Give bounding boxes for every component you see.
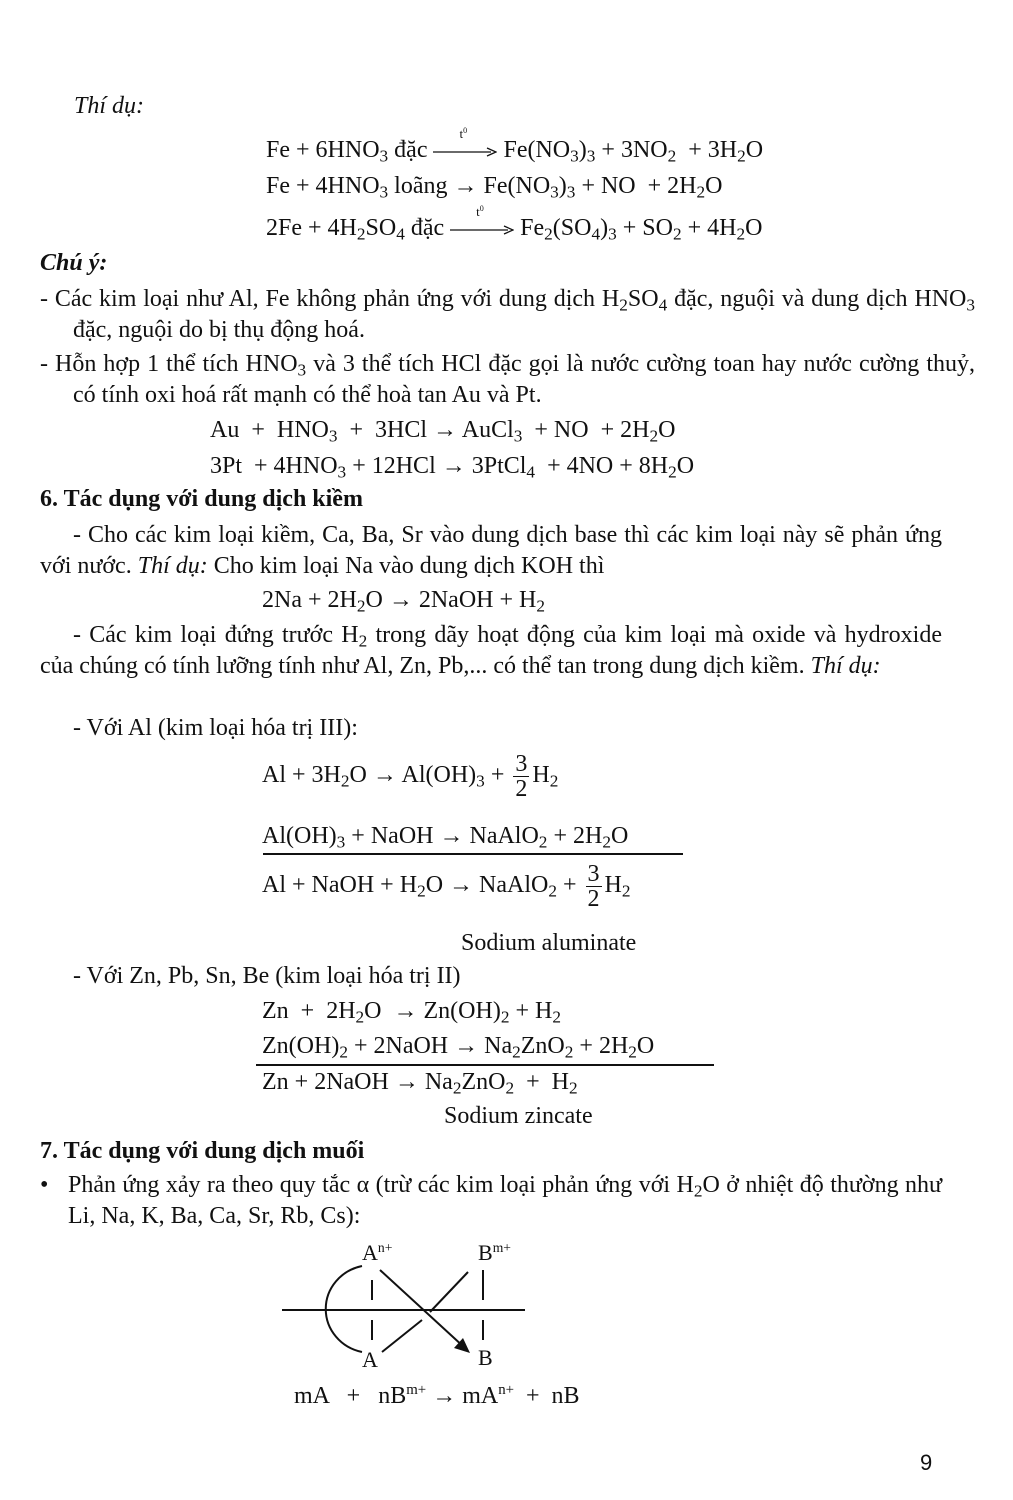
equation-fe-hno3-dilute: $Fe + 4HNO_3$ loãng → $Fe(NO_3)_3$ + NO + $2H_2O$ — [266, 173, 723, 202]
aluminium-intro: - Với Al (kim loại hóa trị III): — [73, 715, 358, 741]
note-item-passivation: - Các kim loại như Al, Fe không phản ứng với dung dịch $H_2SO_4$ đặc, nguội và dung dịch $HNO_3$ đặc, nguội do bị thụ động hoá. — [40, 286, 975, 343]
section-7-rule-text: Phản ứng xảy ra theo quy tắc α (trừ các kim loại phản ứng với $H_2O$ ở nhiệt độ thường như Li, Na, K, Ba, Ca, Sr, Rb, Cs): — [68, 1172, 942, 1229]
heat-arrow-icon: $t^0$ — [433, 141, 497, 161]
equation-fe-h2so4-concentrated: $2Fe + 4H_2SO_4$ đặc $t^0$ $Fe_2(SO_4)_3 + SO_2 + 4H_2O$ — [266, 204, 763, 244]
equation-general-displacement: mA + $nB^{m+} \to mA^{n+}$ + nB — [294, 1382, 580, 1409]
heat-arrow-icon: $t^0$ — [450, 219, 514, 239]
section-6-heading: 6. Tác dụng với dung dịch kiềm — [40, 486, 363, 512]
diagram-label-a-metal: A — [362, 1347, 378, 1372]
section-7-heading: 7. Tác dụng với dung dịch muối — [40, 1138, 365, 1164]
note-item-aqua-regia: - Hỗn hợp 1 thể tích $HNO_3$ và 3 thể tích HCl đặc gọi là nước cường toan hay nước cường thuỷ, có tính oxi hoá rất mạnh có thể hoà tan Au và Pt. — [40, 351, 975, 408]
equation-znoh2-naoh: $Zn(OH)_2$ + 2NaOH → $Na_2ZnO_2 + 2H_2O$ — [262, 1033, 655, 1062]
alpha-rule-diagram — [270, 1240, 540, 1375]
page-number: 9 — [920, 1450, 933, 1475]
equation-zn-naoh-net: Zn + 2NaOH → $Na_2ZnO_2 + H_2$ — [262, 1069, 578, 1098]
equation-al-naoh-net: Al + NaOH + $H_2O$ → NaAlO$_2$ + $\frac{3}{2}$ $H_2$ — [262, 861, 631, 912]
diagram-label-b-metal: B — [478, 1345, 493, 1370]
equation-gold-aqua-regia: $Au + HNO_3 + 3HCl$ → AuCl$_3$ + NO + $2H_2O$ — [210, 417, 676, 446]
zinc-intro: - Với Zn, Pb, Sn, Be (kim loại hóa trị II) — [73, 963, 461, 989]
equation-aloh3-naoh: $Al(OH)_3$ + NaOH → NaAlO$_2$ + $2H_2O$ — [262, 823, 629, 852]
product-name-sodium-aluminate: Sodium aluminate — [461, 930, 637, 956]
equation-fe-hno3-concentrated: $Fe + 6HNO_3$ đặc $t^0$ $Fe(NO_3)_3 + 3NO_2 + 3H_2O$ — [266, 126, 764, 166]
equation-zn-water: $Zn + 2H_2O \to Zn(OH)_2 + H_2$ — [262, 998, 561, 1027]
section-6-paragraph-2: - Các kim loại đứng trước $H_2$ trong dãy hoạt động của kim loại mà oxide và hydroxide của chúng có tính lưỡng tính như Al, Zn, Pb,... có thể tan trong dung dịch kiềm. Thí dụ: — [40, 622, 942, 679]
equation-al-water: $Al + 3H_2O \to Al(OH)_3$ + $\frac{3}{2}$ $H_2$ — [262, 751, 559, 802]
bullet-icon: • — [40, 1172, 49, 1198]
product-name-sodium-zincate: Sodium zincate — [444, 1103, 593, 1129]
sum-rule-divider — [256, 1064, 714, 1066]
sum-rule-divider — [263, 853, 683, 855]
diagram-label-b-ion: $B^{m+}$ — [478, 1239, 511, 1265]
fraction-three-halves: $\frac{3}{2}$ — [515, 751, 528, 802]
example-label: Thí dụ: — [74, 93, 145, 119]
equation-platinum-aqua-regia: $3Pt + 4HNO_3 + 12HCl$ → 3PtCl$_4$ + $4NO + 8H_2O$ — [210, 453, 695, 482]
equation-sodium-water: $2Na + 2H_2O$ → 2NaOH + $H_2$ — [262, 587, 545, 616]
fraction-three-halves: $\frac{3}{2}$ — [587, 861, 600, 912]
diagram-label-a-ion: $A^{n+}$ — [362, 1239, 393, 1265]
note-title: Chú ý: — [40, 250, 108, 276]
section-6-paragraph-1: - Cho các kim loại kiềm, Ca, Ba, Sr vào dung dịch base thì các kim loại này sẽ phản ứng với nước. Thí dụ: Cho kim loại Na vào dung dịch KOH thì — [40, 522, 942, 579]
